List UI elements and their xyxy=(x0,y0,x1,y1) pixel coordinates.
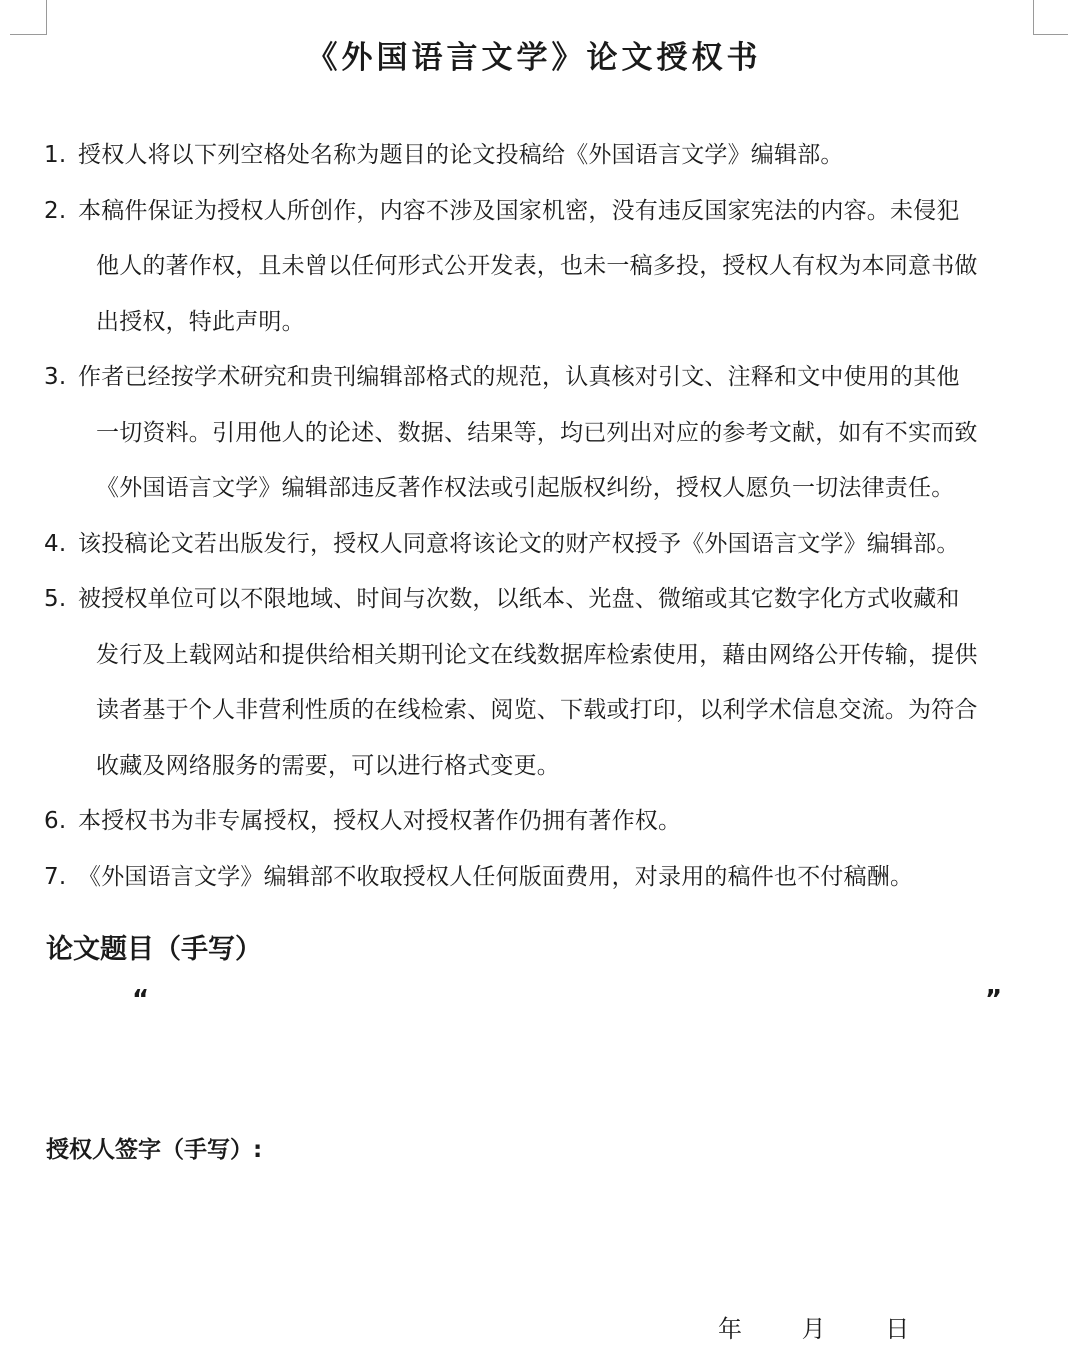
clause-text-line: 该投稿论文若出版发行，授权人同意将该论文的财产权授予《外国语言文学》编辑部。 xyxy=(78,530,960,557)
clause-item xyxy=(44,184,1044,351)
clause-text xyxy=(78,128,1044,184)
clause-item xyxy=(44,850,1044,906)
clause-text xyxy=(78,850,1044,906)
clause-text-line: 本授权书为非专属授权，授权人对授权著作仍拥有著作权。 xyxy=(78,808,682,834)
signature-label: 授权人签字（手写）: xyxy=(46,1137,263,1163)
clause-text-line: 本稿件保证为授权人所创作，内容不涉及国家机密，没有违反国家宪法的内容。未侵犯 xyxy=(78,197,960,224)
clause-item xyxy=(44,350,1044,517)
paper-title-open-quote: “ xyxy=(132,985,150,1015)
clause-text xyxy=(78,350,1044,517)
clause-text-line: 收藏及网络服务的需要，可以进行格式变更。 xyxy=(96,752,560,779)
clause-text-line: 《外国语言文学》编辑部不收取授权人任何版面费用，对录用的稿件也不付稿酬。 xyxy=(78,863,914,890)
clause-text xyxy=(78,572,1044,794)
document-title: 《外国语言文学》论文授权书 xyxy=(306,40,762,76)
clause-item xyxy=(44,572,1044,794)
clause-number: 1. xyxy=(44,142,67,168)
clause-item xyxy=(44,128,1044,184)
date-month-label: 月 xyxy=(801,1315,826,1343)
corner-crop-mark-top-right xyxy=(1033,0,1068,35)
clause-number: 2. xyxy=(44,197,67,224)
clause-number: 7. xyxy=(44,863,67,890)
date-day-label: 日 xyxy=(885,1315,910,1343)
paper-title-close-quote: ” xyxy=(985,985,1003,1015)
clause-text-line: 他人的著作权，且未曾以任何形式公开发表，也未一稿多投，授权人有权为本同意书做 xyxy=(96,253,978,279)
date-line xyxy=(718,1310,909,1348)
clause-number: 6. xyxy=(44,808,67,834)
clause-text-line: 出授权，特此声明。 xyxy=(96,308,305,335)
clause-number: 5. xyxy=(44,586,67,612)
clause-text-line: 被授权单位可以不限地域、时间与次数，以纸本、光盘、微缩或其它数字化方式收藏和 xyxy=(78,586,960,612)
clause-number: 4. xyxy=(44,530,67,557)
clause-text-line: 《外国语言文学》编辑部违反著作权法或引起版权纠纷，授权人愿负一切法律责任。 xyxy=(96,475,955,501)
clause-text xyxy=(78,517,1044,573)
clause-text-line: 读者基于个人非营利性质的在线检索、阅览、下载或打印，以利学术信息交流。为符合 xyxy=(96,697,978,723)
clause-text-line: 发行及上载网站和提供给相关期刊论文在线数据库检索使用，藉由网络公开传输，提供 xyxy=(96,641,978,668)
clause-text xyxy=(78,794,1044,850)
clause-number: 3. xyxy=(44,364,67,390)
clause-list xyxy=(44,128,1044,905)
clause-text-line: 授权人将以下列空格处名称为题目的论文投稿给《外国语言文学》编辑部。 xyxy=(78,142,844,168)
clause-text-line: 一切资料。引用他人的论述、数据、结果等，均已列出对应的参考文献，如有不实而致 xyxy=(96,419,978,446)
corner-crop-mark-top-left xyxy=(10,0,47,35)
clause-text xyxy=(78,184,1044,351)
clause-item xyxy=(44,794,1044,850)
clause-text-line: 作者已经按学术研究和贵刊编辑部格式的规范，认真核对引文、注释和文中使用的其他 xyxy=(78,364,960,390)
paper-title-label: 论文题目（手写） xyxy=(46,934,262,965)
clause-item xyxy=(44,517,1044,573)
date-year-label: 年 xyxy=(718,1315,742,1343)
